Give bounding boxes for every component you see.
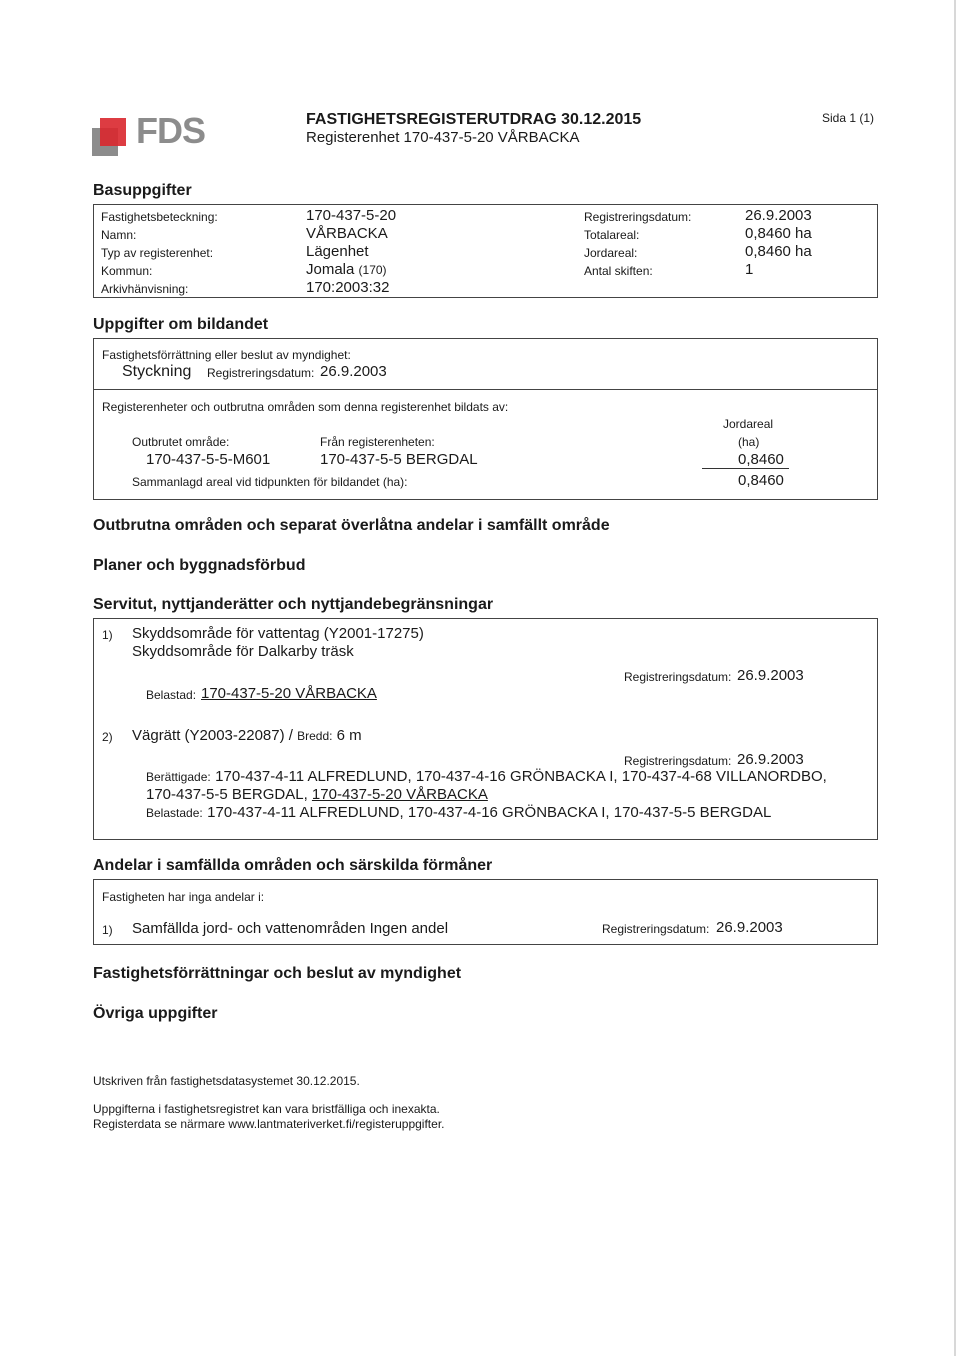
label-totalareal: Totalareal: [584, 228, 640, 242]
servitut-item2-number: 2) [102, 730, 113, 744]
document-subtitle: Registerenhet 170-437-5-20 VÅRBACKA [306, 129, 580, 146]
label-registreringsdatum: Registreringsdatum: [584, 210, 692, 224]
label-antal-skiften: Antal skiften: [584, 264, 653, 278]
heading-planer: Planer och byggnadsförbud [93, 557, 306, 574]
header-outbrutet: Outbrutet område: [132, 435, 230, 449]
heading-outbrutna: Outbrutna områden och separat överlåtna andelar i samfällt område [93, 517, 610, 534]
servitut-item2-regdatum-label: Registreringsdatum: [624, 754, 732, 768]
heading-ovriga: Övriga uppgifter [93, 1005, 218, 1022]
label-arkivhanvisning: Arkivhänvisning: [101, 282, 189, 296]
value-namn: VÅRBACKA [306, 225, 388, 242]
berattigade-value: 170-437-4-11 ALFREDLUND, 170-437-4-16 GRÖNBACKA I, 170-437-4-68 VILLANORDBO, [215, 768, 827, 785]
page-number: Sida 1 (1) [822, 111, 875, 125]
heading-basuppgifter: Basuppgifter [93, 182, 192, 199]
servitut-item1-belastad-link[interactable]: 170-437-5-20 VÅRBACKA [201, 685, 377, 702]
andelar-intro: Fastigheten har inga andelar i: [102, 890, 265, 904]
footer-note-1: Uppgifterna i fastighetsregistret kan vara bristfälliga och inexakta. [93, 1102, 440, 1116]
heading-servitut: Servitut, nyttjanderätter och nyttjandebegränsningar [93, 596, 494, 613]
bildandet-box-top [93, 338, 878, 390]
label-sammanlagd: Sammanlagd areal vid tidpunkten för bildandet (ha): [132, 475, 408, 489]
value-sammanlagd: 0,8460 [738, 472, 784, 489]
label-forrattning: Fastighetsförrättning eller beslut av myndighet: [102, 348, 351, 362]
value-antal-skiften: 1 [745, 261, 754, 278]
label-jordareal: Jordareal: [584, 246, 638, 260]
logo-red-square [100, 118, 126, 146]
value-bildandet-jordareal: 0,8460 [738, 451, 784, 468]
value-fran: 170-437-5-5 BERGDAL [320, 451, 478, 468]
label-bildandet-regdatum: Registreringsdatum: [207, 366, 315, 380]
value-kommun-name: Jomala [306, 261, 355, 278]
label-namn: Namn: [101, 228, 137, 242]
value-fastighetsbeteckning: 170-437-5-20 [306, 207, 397, 224]
sum-rule [702, 468, 789, 469]
servitut-item2-title [132, 727, 362, 744]
header-jordareal: Jordareal [723, 417, 774, 431]
andelar-item: Samfällda jord- och vattenområden Ingen andel [132, 920, 449, 937]
logo-text: FDS [136, 110, 205, 151]
footer-note-2: Registerdata se närmare www.lantmateriverket.fi/registeruppgifter. [93, 1117, 445, 1131]
value-forrattning: Styckning [122, 363, 192, 380]
value-arkivhanvisning: 170:2003:32 [306, 279, 390, 296]
belastade-label: Belastade: [146, 806, 203, 820]
value-kommun [306, 261, 387, 278]
header-ha: (ha) [738, 435, 760, 449]
servitut-item1-line1: Skyddsområde för vattentag (Y2001-17275) [132, 625, 424, 642]
servitut-item2-line1: Vägrätt (Y2003-22087) / [132, 727, 293, 744]
servitut-item2-berattigade [146, 768, 827, 786]
scan-edge [954, 0, 956, 1356]
servitut-item1-number: 1) [102, 628, 113, 642]
value-bildandet-regdatum: 26.9.2003 [320, 363, 387, 380]
servitut-item1-belastad-label: Belastad: [146, 688, 197, 702]
heading-bildandet: Uppgifter om bildandet [93, 316, 269, 333]
fds-logo [92, 112, 204, 158]
andelar-item-number: 1) [102, 923, 113, 937]
andelar-regdatum-label: Registreringsdatum: [602, 922, 710, 936]
label-registerenheter: Registerenheter och outbrutna områden som denna registerenhet bildats av: [102, 400, 509, 414]
value-totalareal: 0,8460 ha [745, 225, 812, 242]
belastade-value: 170-437-4-11 ALFREDLUND, 170-437-4-16 GRÖNBACKA I, 170-437-5-5 BERGDAL [207, 804, 772, 821]
label-typ: Typ av registerenhet: [101, 246, 214, 260]
servitut-item2-bredd-label: Bredd: [297, 729, 333, 743]
value-outbrutet: 170-437-5-5-M601 [146, 451, 271, 468]
berattigade-link[interactable]: 170-437-5-20 VÅRBACKA [311, 786, 488, 803]
document-title: FASTIGHETSREGISTERUTDRAG 30.12.2015 [306, 111, 642, 128]
label-kommun: Kommun: [101, 264, 153, 278]
berattigade-label: Berättigade: [146, 770, 211, 784]
servitut-item2-belastade [146, 804, 771, 822]
heading-andelar: Andelar i samfällda områden och särskilda förmåner [93, 857, 493, 874]
servitut-item2-regdatum-value: 26.9.2003 [737, 751, 804, 768]
servitut-item2-bredd-value: 6 m [336, 727, 362, 744]
header-fran: Från registerenheten: [320, 435, 435, 449]
value-kommun-code: (170) [358, 263, 387, 277]
servitut-item2-berattigade-cont [146, 786, 488, 803]
berattigade-cont: 170-437-5-5 BERGDAL, [146, 786, 308, 803]
label-fastighetsbeteckning: Fastighetsbeteckning: [101, 210, 218, 224]
andelar-regdatum-value: 26.9.2003 [716, 919, 783, 936]
heading-forrattningar: Fastighetsförrättningar och beslut av myndighet [93, 965, 462, 982]
value-jordareal: 0,8460 ha [745, 243, 812, 260]
servitut-item1-regdatum-value: 26.9.2003 [737, 667, 804, 684]
footer-utskriven: Utskriven från fastighetsdatasystemet 30.12.2015. [93, 1074, 360, 1088]
value-registreringsdatum: 26.9.2003 [745, 207, 812, 224]
value-typ: Lägenhet [306, 243, 369, 260]
servitut-item1-line2: Skyddsområde för Dalkarby träsk [132, 643, 354, 660]
servitut-item1-regdatum-label: Registreringsdatum: [624, 670, 732, 684]
